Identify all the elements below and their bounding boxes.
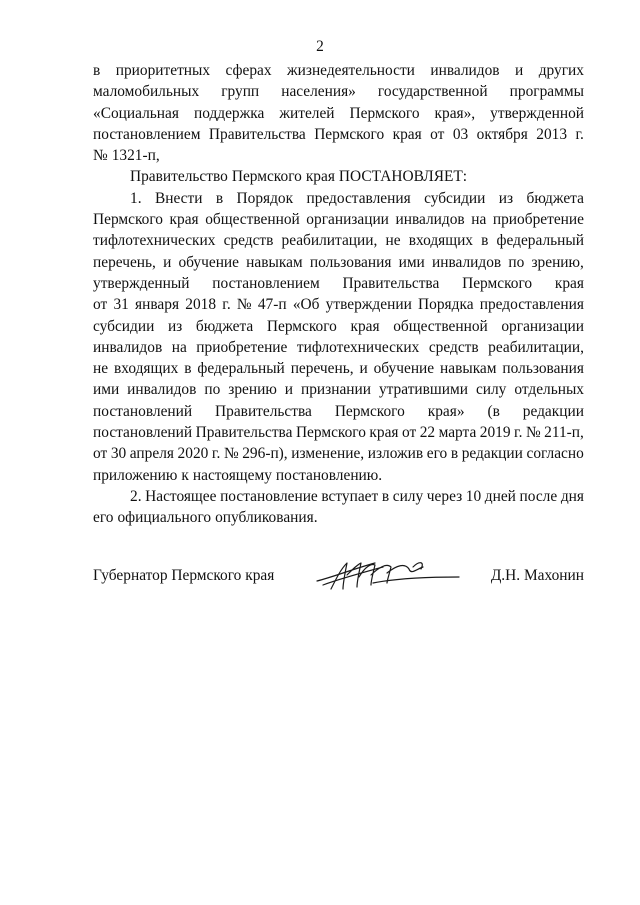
word: средств (428, 338, 479, 356)
word: тифлотехнических (93, 232, 216, 250)
word: инвалидов (93, 338, 163, 356)
word: общественной (205, 211, 300, 229)
word: января (135, 296, 180, 314)
word: и (359, 360, 368, 378)
word: 47-п (257, 296, 287, 314)
word: отдельных (514, 381, 584, 399)
word: от (93, 445, 108, 463)
word: Правительство (130, 168, 228, 186)
word: к (181, 466, 189, 484)
text-line (93, 294, 584, 315)
word: бюджета (526, 189, 584, 207)
text-line (93, 60, 584, 81)
text-line (93, 81, 584, 102)
word: от (93, 296, 108, 314)
word: утвержденный (93, 274, 190, 292)
text-line (93, 230, 584, 251)
word: дня (560, 487, 584, 505)
text-line (93, 507, 584, 528)
word: реабилитации, (281, 232, 378, 250)
word: пользования (309, 253, 392, 271)
word: из (498, 189, 514, 207)
page-number: 2 (316, 38, 324, 55)
text-line (93, 465, 584, 486)
word: государственной (377, 83, 488, 101)
word: апреля (129, 445, 174, 463)
word: Внести (154, 189, 203, 207)
word: края» (427, 402, 465, 420)
word: пользования (502, 360, 584, 378)
word: маломобильных (93, 83, 200, 101)
word: 1. (130, 189, 142, 207)
word: организации (306, 211, 389, 229)
word: края», (434, 104, 476, 122)
word: не (93, 360, 109, 378)
word: тифлотехнических (296, 338, 420, 356)
word: инвалидов (395, 211, 465, 229)
word: в (215, 189, 224, 207)
word: входящих (113, 360, 179, 378)
word: зрению (228, 381, 277, 399)
word: редакции (461, 445, 523, 463)
signatory-name: Д.Н. Махонин (490, 567, 584, 584)
word: зрению, (531, 253, 584, 271)
word: его (426, 445, 448, 463)
text-line (93, 273, 584, 294)
word: вступает (321, 487, 379, 505)
text-line (93, 209, 584, 230)
word: в (381, 487, 390, 505)
text-line (93, 422, 584, 443)
word: на (171, 338, 187, 356)
word: общественной (393, 317, 488, 335)
word: опубликования. (215, 509, 318, 527)
word: 296-п), (242, 445, 288, 463)
word: постановлений (93, 402, 193, 420)
word: входящих (408, 232, 474, 250)
word: ими (93, 381, 120, 399)
text-line (93, 401, 584, 422)
word: № (223, 445, 239, 463)
word: Порядок (236, 189, 294, 207)
word: Пермского (349, 104, 420, 122)
word: 2020 (177, 445, 209, 463)
word: предоставления (306, 189, 411, 207)
word: населения» (281, 83, 356, 101)
word: средств (223, 232, 274, 250)
text-line (93, 124, 584, 145)
word: г. (514, 424, 523, 442)
word: г. (222, 296, 231, 314)
word: реабилитации, (488, 338, 584, 356)
word: Настоящее (145, 487, 217, 505)
word: и (163, 253, 172, 271)
word: инвалидов (431, 253, 502, 271)
word: постановлением (212, 274, 320, 292)
signature-block (93, 555, 584, 595)
word: силу (475, 381, 507, 399)
word: «Социальная (93, 104, 179, 122)
word: жизнедеятельности (287, 62, 415, 79)
text-line (93, 337, 584, 358)
word: постановление (220, 487, 318, 505)
word: навыкам (246, 253, 303, 271)
word: края (554, 274, 584, 292)
word: субсидии (424, 189, 486, 207)
word: Правительства (208, 125, 306, 143)
word: признании (300, 381, 371, 399)
word: 2013 (536, 125, 568, 143)
word: 22 (419, 424, 436, 442)
word: Пермского (462, 274, 533, 292)
word: Правительства (195, 424, 293, 442)
word: редакции (522, 402, 584, 420)
word: официального (117, 509, 212, 527)
word: из (167, 317, 183, 335)
word: г. (575, 125, 584, 143)
word: групп (221, 83, 260, 101)
word: силу (392, 487, 424, 505)
word: № (525, 424, 541, 442)
word: его (93, 509, 114, 527)
word: бюджета (195, 317, 254, 335)
word: утверждении (325, 296, 412, 314)
word: настоящему (192, 466, 272, 484)
word: предоставления (479, 296, 584, 314)
text-line (93, 358, 584, 379)
word: 2019 (479, 424, 511, 442)
word: 31 (113, 296, 129, 314)
word: Пермского (93, 211, 163, 229)
word: инвалидов (127, 381, 197, 399)
word: навыкам (440, 360, 497, 378)
word: жителей (279, 104, 335, 122)
word: 2. (130, 487, 142, 505)
word: края (305, 168, 335, 186)
word: Порядка (418, 296, 474, 314)
word: в (481, 232, 489, 250)
document-body (93, 60, 584, 529)
word: «Об (292, 296, 320, 314)
word: поддержка (193, 104, 265, 122)
word: Пермского (314, 125, 385, 143)
word: 211-п, (544, 424, 584, 442)
word: Пермского (266, 317, 337, 335)
word: от (402, 424, 417, 442)
word: обучение (178, 253, 239, 271)
word: обучение (373, 360, 435, 378)
word: № (93, 147, 108, 165)
word: № (236, 296, 252, 314)
word: перечень, (93, 253, 156, 271)
word: края (369, 424, 399, 442)
word: постановлению. (275, 466, 383, 484)
word: от (430, 125, 445, 143)
text-line (93, 188, 584, 209)
word: 1321-п, (111, 147, 160, 165)
text-line (93, 252, 584, 273)
word: на (471, 211, 487, 229)
word: перечень, (290, 360, 354, 378)
word: утвержденной (490, 104, 584, 122)
text-line (93, 103, 584, 124)
word: 30 (110, 445, 127, 463)
word: в (184, 360, 192, 378)
word: согласно (526, 445, 584, 463)
text-line (93, 379, 584, 400)
word: Пермского (295, 424, 366, 442)
word: 2018 (185, 296, 217, 314)
word: программы (509, 83, 584, 101)
word: после (519, 487, 558, 505)
word: инвалидов (430, 62, 500, 79)
word: по (508, 253, 525, 271)
word: федеральный (496, 232, 584, 250)
word: сферах (225, 62, 272, 79)
word: федеральный (197, 360, 285, 378)
text-line (93, 316, 584, 337)
text-line (93, 486, 584, 507)
word: постановлений (93, 424, 193, 442)
word: (в (487, 402, 500, 420)
word: ими (398, 253, 425, 271)
word: приобретение (492, 211, 584, 229)
word: через (426, 487, 463, 505)
word: Пермского (334, 402, 405, 420)
word: постановлением (93, 125, 201, 143)
word: Пермского (231, 168, 302, 186)
word: октября (476, 125, 528, 143)
word: края (392, 125, 422, 143)
word: и (284, 381, 294, 399)
word: ПОСТАНОВЛЯЕТ: (338, 168, 468, 186)
word: Правительства (215, 402, 312, 420)
text-line (93, 443, 584, 464)
word: приложению (93, 466, 178, 484)
word: в (93, 62, 101, 79)
word: марта (438, 424, 477, 442)
word: приобретение (196, 338, 288, 356)
word: субсидии (93, 317, 155, 335)
word: приоритетных (115, 62, 211, 79)
word: дней (484, 487, 516, 505)
word: не (385, 232, 401, 250)
word: края (169, 211, 199, 229)
word: и (515, 62, 524, 79)
word: в (450, 445, 459, 463)
word: 03 (452, 125, 469, 143)
word: края (350, 317, 380, 335)
word: изменение, (291, 445, 365, 463)
resolves-line (93, 166, 584, 187)
word: организации (501, 317, 584, 335)
handwritten-signature (313, 555, 463, 595)
word: других (538, 62, 584, 79)
word: изложив (367, 445, 424, 463)
signatory-position: Губернатор Пермского края (93, 567, 275, 584)
word: г. (211, 445, 221, 463)
word: по (204, 381, 221, 399)
word: утратившими (378, 381, 468, 399)
word: 10 (465, 487, 482, 505)
word: Правительства (342, 274, 440, 292)
text-line (93, 145, 584, 166)
